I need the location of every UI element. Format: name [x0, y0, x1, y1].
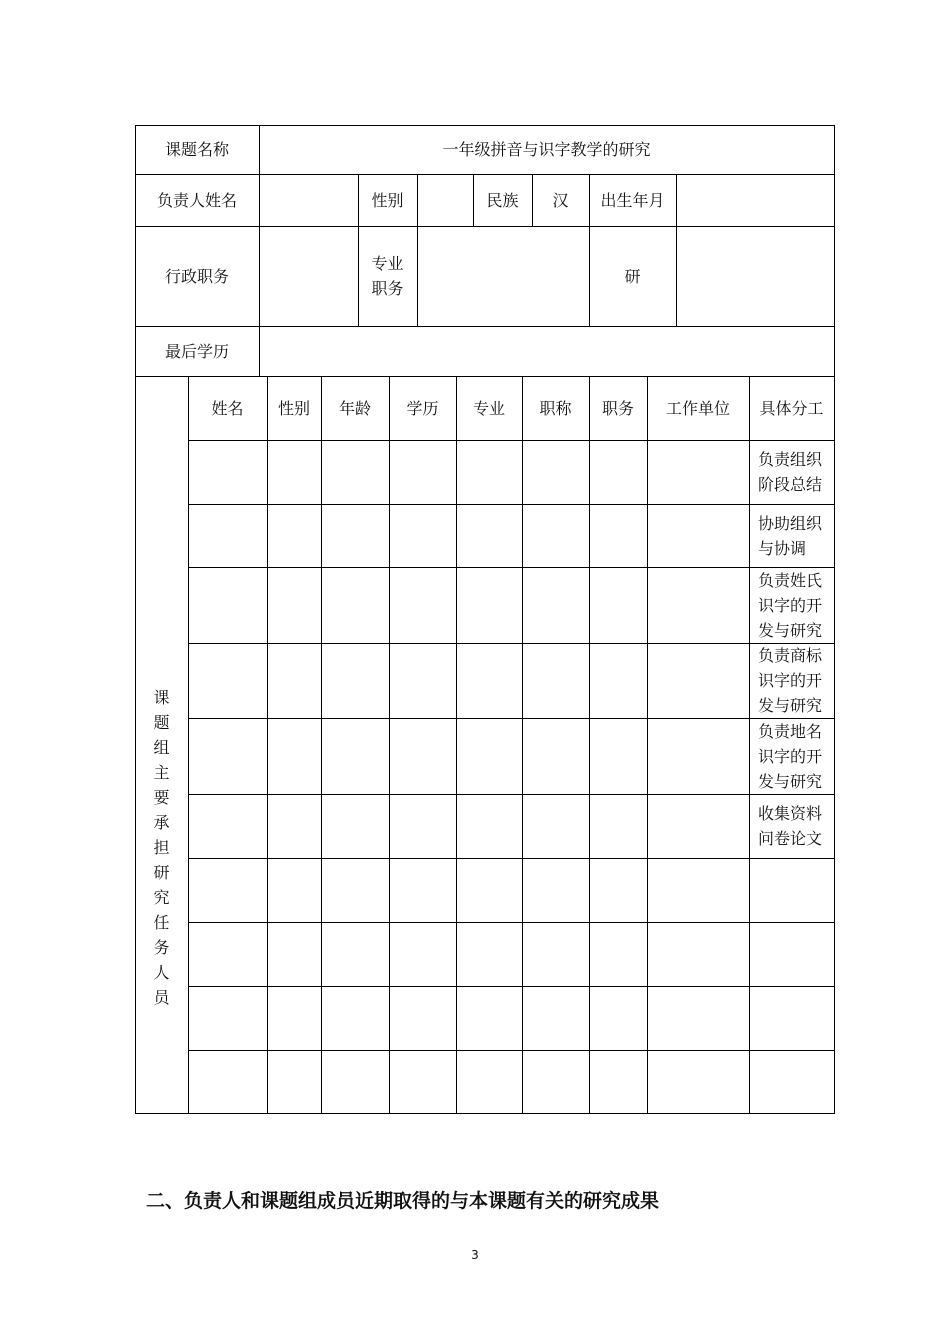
section-label-char: 研	[153, 863, 170, 882]
section-label-char: 主	[153, 763, 170, 782]
member-cell-age	[321, 858, 389, 922]
prof-title-label: 专业 职务	[371, 254, 404, 298]
member-cell-name	[188, 858, 267, 922]
grid-line-v	[589, 174, 590, 327]
member-cell-gender	[267, 567, 321, 643]
member-cell-title	[522, 718, 589, 794]
member-cell-gender	[267, 1050, 321, 1113]
section-label-char: 担	[153, 838, 170, 857]
grid-line-v	[749, 376, 750, 1114]
member-cell-task: 负责组织 阶段总结	[758, 450, 823, 494]
gender-value	[417, 174, 473, 226]
grid-line-h	[135, 125, 835, 126]
member-cell-education	[389, 1050, 456, 1113]
member-cell-major	[456, 718, 522, 794]
member-cell-age	[321, 504, 389, 567]
ethnicity-value: 汉	[552, 190, 569, 210]
member-cell-task	[749, 922, 834, 986]
grid-line-v	[321, 376, 322, 1114]
grid-line-h	[188, 567, 835, 568]
section-label-char: 究	[153, 888, 170, 907]
grid-line-v	[389, 376, 390, 1114]
ethnicity-label: 民族	[486, 190, 519, 210]
grid-line-v	[267, 376, 268, 1114]
header-task: 具体分工	[759, 398, 824, 418]
research-value	[676, 226, 834, 326]
member-cell-title	[522, 922, 589, 986]
topic-label: 课题名称	[164, 140, 229, 159]
member-cell-major	[456, 643, 522, 718]
member-cell-work-unit	[647, 794, 749, 858]
member-cell-task: 负责姓氏 识字的开 发与研究	[758, 570, 823, 640]
member-cell-education	[389, 986, 456, 1050]
member-cell-work-unit	[647, 504, 749, 567]
grid-line-v	[522, 376, 523, 1114]
topic-value: 一年级拼音与识字教学的研究	[442, 140, 651, 159]
section-label-char: 人	[153, 963, 170, 982]
grid-line-h	[188, 718, 835, 719]
member-cell-title	[522, 858, 589, 922]
member-cell-work-unit	[647, 718, 749, 794]
member-cell-task: 收集资料 问卷论文	[758, 804, 823, 848]
member-cell-age	[321, 643, 389, 718]
grid-line-v	[532, 174, 533, 227]
member-cell-title	[522, 643, 589, 718]
member-cell-post	[589, 643, 647, 718]
member-cell-gender	[267, 986, 321, 1050]
member-cell-title	[522, 567, 589, 643]
member-cell-post	[589, 922, 647, 986]
member-cell-title	[522, 794, 589, 858]
header-name: 姓名	[211, 398, 244, 418]
grid-line-h	[135, 226, 835, 227]
grid-line-v	[473, 174, 474, 227]
member-cell-work-unit	[647, 643, 749, 718]
member-cell-major	[456, 1050, 522, 1113]
member-cell-task	[749, 858, 834, 922]
member-cell-gender	[267, 440, 321, 504]
member-cell-work-unit	[647, 986, 749, 1050]
prof-title-value	[417, 226, 589, 326]
header-post: 职务	[601, 398, 634, 418]
grid-line-v	[417, 174, 418, 327]
section-label-char: 题	[153, 713, 170, 732]
grid-line-h	[135, 326, 835, 327]
member-cell-post	[589, 1050, 647, 1113]
section-heading: 二、负责人和课题组成员近期取得的与本课题有关的研究成果	[146, 1190, 660, 1212]
grid-line-h	[135, 1113, 835, 1114]
member-cell-name	[188, 794, 267, 858]
member-cell-task: 负责地名 识字的开 发与研究	[758, 721, 823, 791]
member-cell-major	[456, 440, 522, 504]
member-cell-task: 协助组织 与协调	[758, 513, 823, 558]
header-gender: 性别	[277, 398, 310, 418]
header-work-unit: 工作单位	[665, 398, 730, 418]
education-label: 最后学历	[164, 341, 229, 361]
grid-line-h	[188, 986, 835, 987]
member-cell-gender	[267, 718, 321, 794]
member-cell-post	[589, 504, 647, 567]
admin-post-label: 行政职务	[164, 266, 229, 286]
section-label-char: 员	[153, 988, 170, 1007]
grid-line-h	[188, 1050, 835, 1051]
grid-line-h	[188, 643, 835, 644]
member-cell-post	[589, 794, 647, 858]
member-cell-major	[456, 858, 522, 922]
member-cell-major	[456, 922, 522, 986]
member-cell-title	[522, 1050, 589, 1113]
member-cell-work-unit	[647, 922, 749, 986]
member-cell-work-unit	[647, 1050, 749, 1113]
section-label-char: 任	[153, 913, 170, 932]
member-cell-post	[589, 440, 647, 504]
leader-name-label: 负责人姓名	[156, 190, 237, 210]
section-label-char: 承	[153, 813, 170, 832]
research-label: 研	[624, 266, 641, 286]
section-label-char: 课	[153, 688, 170, 707]
member-cell-post	[589, 858, 647, 922]
grid-line-v	[358, 174, 359, 327]
member-cell-age	[321, 1050, 389, 1113]
member-cell-major	[456, 794, 522, 858]
grid-line-v	[676, 174, 677, 327]
grid-line-v	[456, 376, 457, 1114]
grid-line-h	[188, 440, 835, 441]
section-label-char: 要	[153, 788, 170, 807]
section-label-char: 务	[153, 938, 170, 957]
member-cell-major	[456, 986, 522, 1050]
member-cell-task	[749, 1050, 834, 1113]
birth-value	[676, 174, 834, 226]
member-cell-name	[188, 1050, 267, 1113]
member-cell-age	[321, 440, 389, 504]
member-cell-gender	[267, 504, 321, 567]
member-cell-work-unit	[647, 567, 749, 643]
member-cell-education	[389, 794, 456, 858]
member-cell-gender	[267, 922, 321, 986]
member-cell-title	[522, 504, 589, 567]
member-cell-name	[188, 718, 267, 794]
member-cell-gender	[267, 858, 321, 922]
member-cell-name	[188, 567, 267, 643]
grid-line-v	[188, 376, 189, 1114]
member-cell-gender	[267, 643, 321, 718]
member-cell-education	[389, 858, 456, 922]
grid-line-h	[188, 922, 835, 923]
grid-line-v	[259, 125, 260, 377]
member-cell-major	[456, 567, 522, 643]
grid-line-h	[188, 858, 835, 859]
header-education: 学历	[406, 398, 439, 418]
member-cell-name	[188, 504, 267, 567]
member-cell-name	[188, 986, 267, 1050]
section-label-char: 组	[153, 738, 170, 757]
header-age: 年龄	[338, 398, 371, 418]
grid-line-v	[834, 125, 835, 1114]
grid-line-v	[135, 125, 136, 1114]
header-title: 职称	[539, 398, 572, 418]
member-cell-age	[321, 718, 389, 794]
member-cell-age	[321, 922, 389, 986]
grid-line-v	[647, 376, 648, 1114]
education-value	[259, 326, 834, 376]
leader-name-value	[259, 174, 358, 226]
birth-label: 出生年月	[600, 190, 665, 210]
member-cell-education	[389, 922, 456, 986]
member-cell-age	[321, 794, 389, 858]
grid-line-v	[589, 376, 590, 1114]
member-cell-major	[456, 504, 522, 567]
member-cell-education	[389, 718, 456, 794]
member-cell-post	[589, 986, 647, 1050]
member-cell-gender	[267, 794, 321, 858]
header-major: 专业	[472, 398, 505, 418]
member-cell-education	[389, 643, 456, 718]
member-cell-title	[522, 440, 589, 504]
grid-line-h	[188, 504, 835, 505]
member-cell-post	[589, 567, 647, 643]
member-cell-post	[589, 718, 647, 794]
member-cell-name	[188, 922, 267, 986]
member-cell-education	[389, 440, 456, 504]
member-cell-age	[321, 986, 389, 1050]
members-section-label	[135, 376, 188, 1113]
member-cell-work-unit	[647, 858, 749, 922]
member-cell-education	[389, 567, 456, 643]
gender-label: 性别	[371, 190, 404, 210]
member-cell-education	[389, 504, 456, 567]
member-cell-age	[321, 567, 389, 643]
member-cell-title	[522, 986, 589, 1050]
page-number: 3	[471, 1248, 479, 1262]
member-cell-task: 负责商标 识字的开 发与研究	[758, 646, 823, 715]
member-cell-work-unit	[647, 440, 749, 504]
member-cell-task	[749, 986, 834, 1050]
admin-post-value	[259, 226, 358, 326]
member-cell-name	[188, 643, 267, 718]
member-cell-name	[188, 440, 267, 504]
grid-line-h	[188, 794, 835, 795]
grid-line-h	[135, 174, 835, 175]
grid-line-h	[135, 376, 835, 377]
